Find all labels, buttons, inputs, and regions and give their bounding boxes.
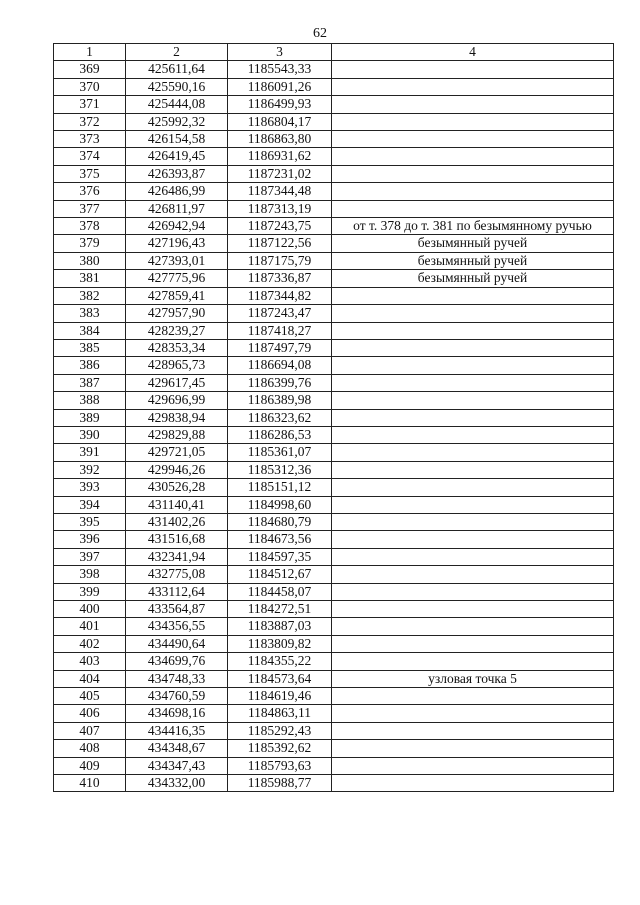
note-cell: безымянный ручей — [332, 252, 614, 269]
table-header-row — [54, 44, 614, 61]
y-coordinate-cell: 1186286,53 — [228, 426, 332, 443]
note-cell — [332, 392, 614, 409]
table-row — [54, 61, 614, 78]
note-cell — [332, 409, 614, 426]
note-cell — [332, 461, 614, 478]
table-row — [54, 757, 614, 774]
x-coordinate-cell: 425992,32 — [126, 113, 228, 130]
table-row — [54, 235, 614, 252]
point-number-cell: 381 — [54, 270, 126, 287]
note-cell — [332, 357, 614, 374]
y-coordinate-cell: 1184573,64 — [228, 670, 332, 687]
table-row — [54, 444, 614, 461]
point-number-cell: 401 — [54, 618, 126, 635]
note-cell — [332, 61, 614, 78]
x-coordinate-cell: 429696,99 — [126, 392, 228, 409]
point-number-cell: 380 — [54, 252, 126, 269]
table-row — [54, 670, 614, 687]
x-coordinate-cell: 434698,16 — [126, 705, 228, 722]
note-cell — [332, 322, 614, 339]
x-coordinate-cell: 425444,08 — [126, 96, 228, 113]
point-number-cell: 375 — [54, 165, 126, 182]
note-cell — [332, 496, 614, 513]
point-number-cell: 377 — [54, 200, 126, 217]
table-row — [54, 688, 614, 705]
note-cell — [332, 148, 614, 165]
table-row — [54, 131, 614, 148]
table-row — [54, 183, 614, 200]
y-coordinate-cell: 1185361,07 — [228, 444, 332, 461]
y-coordinate-cell: 1186399,76 — [228, 374, 332, 391]
point-number-cell: 382 — [54, 287, 126, 304]
note-cell — [332, 653, 614, 670]
y-coordinate-cell: 1184673,56 — [228, 531, 332, 548]
x-coordinate-cell: 433112,64 — [126, 583, 228, 600]
point-number-cell: 389 — [54, 409, 126, 426]
note-cell — [332, 183, 614, 200]
y-coordinate-cell: 1184512,67 — [228, 566, 332, 583]
point-number-cell: 408 — [54, 740, 126, 757]
y-coordinate-cell: 1186499,93 — [228, 96, 332, 113]
x-coordinate-cell: 434748,33 — [126, 670, 228, 687]
y-coordinate-cell: 1187497,79 — [228, 339, 332, 356]
point-number-cell: 370 — [54, 78, 126, 95]
y-coordinate-cell: 1187243,47 — [228, 305, 332, 322]
table-row — [54, 252, 614, 269]
point-number-cell: 383 — [54, 305, 126, 322]
point-number-cell: 409 — [54, 757, 126, 774]
point-number-cell: 385 — [54, 339, 126, 356]
y-coordinate-cell: 1185292,43 — [228, 722, 332, 739]
x-coordinate-cell: 429617,45 — [126, 374, 228, 391]
point-number-cell: 378 — [54, 218, 126, 235]
table-row — [54, 200, 614, 217]
note-cell — [332, 444, 614, 461]
note-cell — [332, 548, 614, 565]
x-coordinate-cell: 427393,01 — [126, 252, 228, 269]
note-cell — [332, 165, 614, 182]
table-row — [54, 218, 614, 235]
table-row — [54, 775, 614, 792]
point-number-cell: 391 — [54, 444, 126, 461]
table-body — [54, 61, 614, 792]
y-coordinate-cell: 1187336,87 — [228, 270, 332, 287]
table-row — [54, 653, 614, 670]
table-row — [54, 635, 614, 652]
y-coordinate-cell: 1184998,60 — [228, 496, 332, 513]
note-cell — [332, 618, 614, 635]
note-cell: безымянный ручей — [332, 270, 614, 287]
point-number-cell: 373 — [54, 131, 126, 148]
point-number-cell: 395 — [54, 513, 126, 530]
y-coordinate-cell: 1184597,35 — [228, 548, 332, 565]
point-number-cell: 407 — [54, 722, 126, 739]
column-header-1: 1 — [54, 44, 126, 61]
table-row — [54, 339, 614, 356]
x-coordinate-cell: 430526,28 — [126, 479, 228, 496]
y-coordinate-cell: 1183887,03 — [228, 618, 332, 635]
note-cell — [332, 775, 614, 792]
y-coordinate-cell: 1187313,19 — [228, 200, 332, 217]
point-number-cell: 384 — [54, 322, 126, 339]
note-cell — [332, 305, 614, 322]
note-cell — [332, 601, 614, 618]
x-coordinate-cell: 431140,41 — [126, 496, 228, 513]
note-cell — [332, 583, 614, 600]
page-number: 62 — [313, 26, 327, 41]
y-coordinate-cell: 1185392,62 — [228, 740, 332, 757]
x-coordinate-cell: 434699,76 — [126, 653, 228, 670]
x-coordinate-cell: 427957,90 — [126, 305, 228, 322]
column-header-4: 4 — [332, 44, 614, 61]
note-cell — [332, 426, 614, 443]
y-coordinate-cell: 1184355,22 — [228, 653, 332, 670]
point-number-cell: 372 — [54, 113, 126, 130]
y-coordinate-cell: 1185543,33 — [228, 61, 332, 78]
table-row — [54, 705, 614, 722]
y-coordinate-cell: 1186091,26 — [228, 78, 332, 95]
table-row — [54, 113, 614, 130]
x-coordinate-cell: 426154,58 — [126, 131, 228, 148]
note-cell — [332, 635, 614, 652]
note-cell — [332, 78, 614, 95]
table-row — [54, 426, 614, 443]
point-number-cell: 403 — [54, 653, 126, 670]
point-number-cell: 388 — [54, 392, 126, 409]
x-coordinate-cell: 431516,68 — [126, 531, 228, 548]
y-coordinate-cell: 1186804,17 — [228, 113, 332, 130]
point-number-cell: 374 — [54, 148, 126, 165]
table-row — [54, 548, 614, 565]
point-number-cell: 400 — [54, 601, 126, 618]
point-number-cell: 406 — [54, 705, 126, 722]
y-coordinate-cell: 1184272,51 — [228, 601, 332, 618]
table-row — [54, 479, 614, 496]
y-coordinate-cell: 1186323,62 — [228, 409, 332, 426]
x-coordinate-cell: 427775,96 — [126, 270, 228, 287]
x-coordinate-cell: 427196,43 — [126, 235, 228, 252]
note-cell — [332, 740, 614, 757]
y-coordinate-cell: 1187175,79 — [228, 252, 332, 269]
x-coordinate-cell: 434332,00 — [126, 775, 228, 792]
note-cell — [332, 200, 614, 217]
point-number-cell: 399 — [54, 583, 126, 600]
table-row — [54, 270, 614, 287]
y-coordinate-cell: 1187418,27 — [228, 322, 332, 339]
coordinates-table — [53, 43, 614, 792]
x-coordinate-cell: 432775,08 — [126, 566, 228, 583]
table-row — [54, 322, 614, 339]
note-cell — [332, 722, 614, 739]
note-cell: безымянный ручей — [332, 235, 614, 252]
point-number-cell: 376 — [54, 183, 126, 200]
note-cell — [332, 757, 614, 774]
note-cell — [332, 374, 614, 391]
x-coordinate-cell: 428239,27 — [126, 322, 228, 339]
x-coordinate-cell: 425590,16 — [126, 78, 228, 95]
note-cell — [332, 479, 614, 496]
y-coordinate-cell: 1185793,63 — [228, 757, 332, 774]
note-cell — [332, 688, 614, 705]
point-number-cell: 369 — [54, 61, 126, 78]
table-row — [54, 531, 614, 548]
y-coordinate-cell: 1187344,48 — [228, 183, 332, 200]
table-row — [54, 78, 614, 95]
table-row — [54, 409, 614, 426]
y-coordinate-cell: 1186389,98 — [228, 392, 332, 409]
point-number-cell: 379 — [54, 235, 126, 252]
x-coordinate-cell: 429946,26 — [126, 461, 228, 478]
x-coordinate-cell: 434760,59 — [126, 688, 228, 705]
x-coordinate-cell: 432341,94 — [126, 548, 228, 565]
table-row — [54, 618, 614, 635]
point-number-cell: 402 — [54, 635, 126, 652]
point-number-cell: 386 — [54, 357, 126, 374]
y-coordinate-cell: 1187344,82 — [228, 287, 332, 304]
table-row — [54, 374, 614, 391]
table-row — [54, 740, 614, 757]
note-cell — [332, 531, 614, 548]
table-row — [54, 601, 614, 618]
table-row — [54, 357, 614, 374]
x-coordinate-cell: 426486,99 — [126, 183, 228, 200]
y-coordinate-cell: 1184458,07 — [228, 583, 332, 600]
x-coordinate-cell: 434356,55 — [126, 618, 228, 635]
x-coordinate-cell: 433564,87 — [126, 601, 228, 618]
table-row — [54, 148, 614, 165]
table-row — [54, 722, 614, 739]
x-coordinate-cell: 429838,94 — [126, 409, 228, 426]
y-coordinate-cell: 1186694,08 — [228, 357, 332, 374]
x-coordinate-cell: 426811,97 — [126, 200, 228, 217]
table-row — [54, 287, 614, 304]
note-cell: узловая точка 5 — [332, 670, 614, 687]
y-coordinate-cell: 1185312,36 — [228, 461, 332, 478]
y-coordinate-cell: 1186863,80 — [228, 131, 332, 148]
point-number-cell: 392 — [54, 461, 126, 478]
x-coordinate-cell: 431402,26 — [126, 513, 228, 530]
table-row — [54, 583, 614, 600]
x-coordinate-cell: 425611,64 — [126, 61, 228, 78]
x-coordinate-cell: 429721,05 — [126, 444, 228, 461]
point-number-cell: 387 — [54, 374, 126, 391]
y-coordinate-cell: 1186931,62 — [228, 148, 332, 165]
y-coordinate-cell: 1185988,77 — [228, 775, 332, 792]
note-cell — [332, 705, 614, 722]
column-header-2: 2 — [126, 44, 228, 61]
y-coordinate-cell: 1187243,75 — [228, 218, 332, 235]
y-coordinate-cell: 1185151,12 — [228, 479, 332, 496]
table-row — [54, 165, 614, 182]
note-cell — [332, 513, 614, 530]
table-row — [54, 566, 614, 583]
point-number-cell: 390 — [54, 426, 126, 443]
x-coordinate-cell: 429829,88 — [126, 426, 228, 443]
x-coordinate-cell: 427859,41 — [126, 287, 228, 304]
x-coordinate-cell: 428965,73 — [126, 357, 228, 374]
x-coordinate-cell: 426393,87 — [126, 165, 228, 182]
y-coordinate-cell: 1187231,02 — [228, 165, 332, 182]
y-coordinate-cell: 1187122,56 — [228, 235, 332, 252]
note-cell — [332, 339, 614, 356]
x-coordinate-cell: 434347,43 — [126, 757, 228, 774]
point-number-cell: 371 — [54, 96, 126, 113]
point-number-cell: 398 — [54, 566, 126, 583]
column-header-3: 3 — [228, 44, 332, 61]
point-number-cell: 397 — [54, 548, 126, 565]
point-number-cell: 396 — [54, 531, 126, 548]
note-cell: от т. 378 до т. 381 по безымянному ручью — [332, 218, 614, 235]
table-row — [54, 392, 614, 409]
table-row — [54, 513, 614, 530]
table-row — [54, 305, 614, 322]
y-coordinate-cell: 1184680,79 — [228, 513, 332, 530]
y-coordinate-cell: 1184863,11 — [228, 705, 332, 722]
note-cell — [332, 113, 614, 130]
y-coordinate-cell: 1183809,82 — [228, 635, 332, 652]
x-coordinate-cell: 426942,94 — [126, 218, 228, 235]
x-coordinate-cell: 426419,45 — [126, 148, 228, 165]
table-row — [54, 96, 614, 113]
point-number-cell: 394 — [54, 496, 126, 513]
note-cell — [332, 96, 614, 113]
note-cell — [332, 131, 614, 148]
note-cell — [332, 566, 614, 583]
point-number-cell: 405 — [54, 688, 126, 705]
x-coordinate-cell: 428353,34 — [126, 339, 228, 356]
point-number-cell: 404 — [54, 670, 126, 687]
point-number-cell: 393 — [54, 479, 126, 496]
table-row — [54, 496, 614, 513]
y-coordinate-cell: 1184619,46 — [228, 688, 332, 705]
note-cell — [332, 287, 614, 304]
point-number-cell: 410 — [54, 775, 126, 792]
table-row — [54, 461, 614, 478]
x-coordinate-cell: 434348,67 — [126, 740, 228, 757]
x-coordinate-cell: 434490,64 — [126, 635, 228, 652]
x-coordinate-cell: 434416,35 — [126, 722, 228, 739]
